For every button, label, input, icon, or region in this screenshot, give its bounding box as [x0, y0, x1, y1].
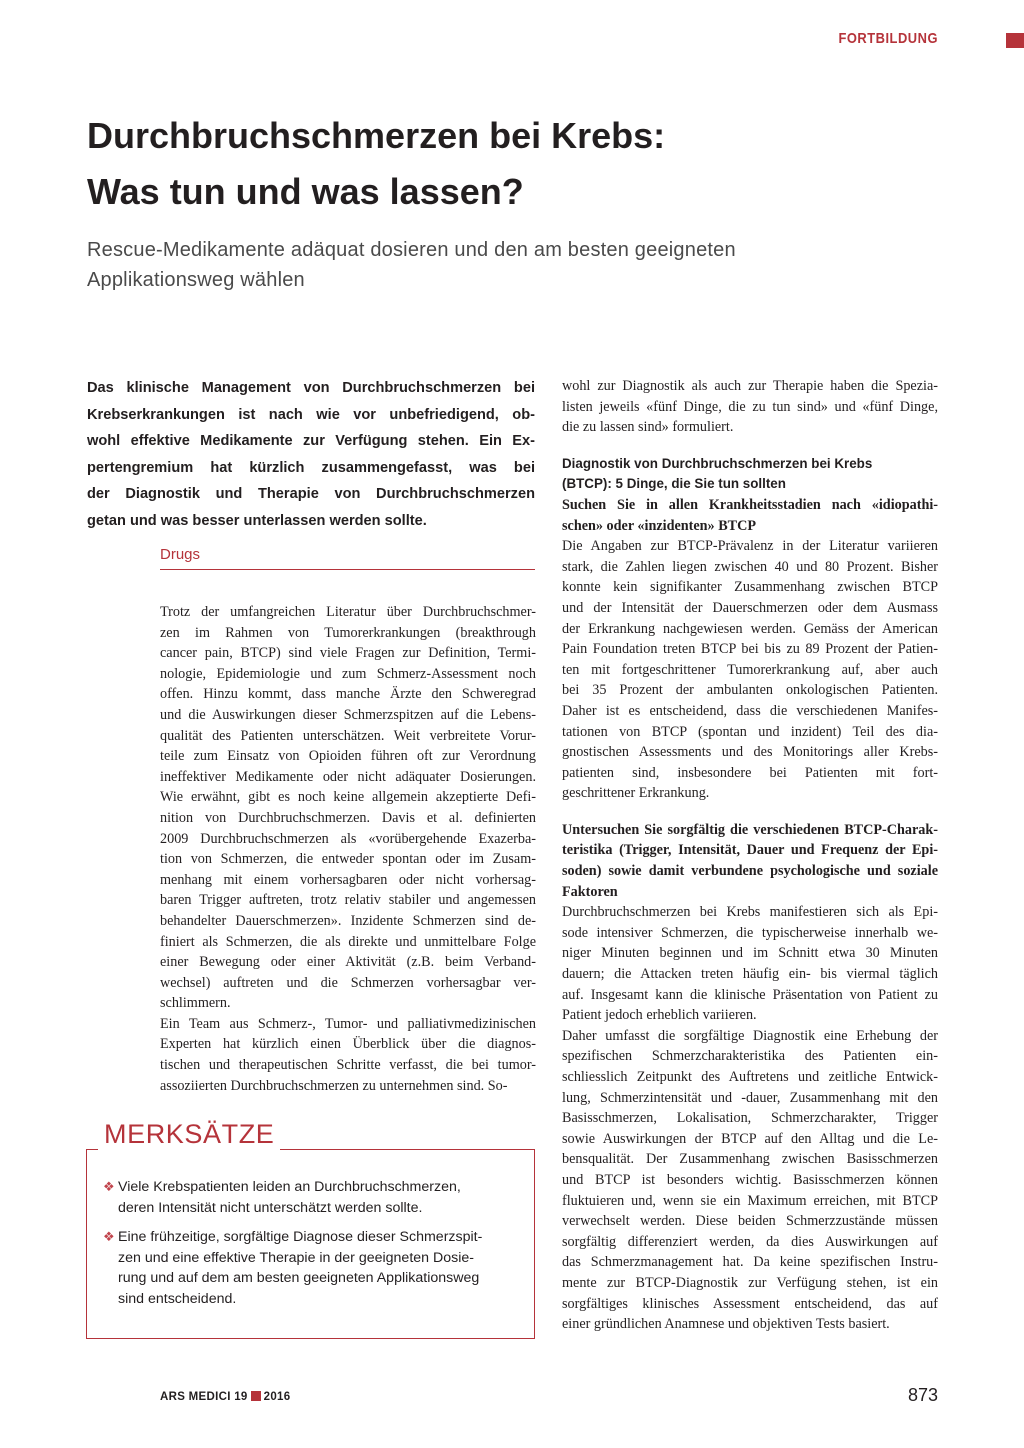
text-line: teristika (Trigger, Intensität, Dauer und Frequenz der Epi-: [562, 842, 938, 859]
text-line: einer Bewegung oder einer Aktivität (z.B. beim Verband-: [160, 954, 536, 971]
text-line: Wie erwähnt, gibt es noch keine allgemein akzeptierte Defi-: [160, 789, 536, 806]
merksatz-line: zen und eine effektive Therapie in der geeigneten Dosie-: [118, 1249, 474, 1266]
text-line: verwechselt werden. Diese beiden Schmerzzustände müssen: [562, 1213, 938, 1230]
text-line: getan und was besser unterlassen werden sollte.: [87, 512, 427, 529]
text-line: niger Minuten beginnen und im Schnitt etwa 30 Minuten: [562, 945, 938, 962]
text-line: Untersuchen Sie sorgfältig die verschiedenen BTCP-Charak-: [562, 821, 938, 838]
text-line: und BTCP ist besonders wichtig. Basisschmerzen können: [562, 1171, 938, 1188]
text-line: zen im Rahmen von Tumorerkrankungen (breakthrough: [160, 624, 536, 641]
text-line: Pain Foundation treten BTCP bei bis zu 89 Prozent der Patien-: [562, 641, 938, 658]
section-heading-drugs: Drugs: [160, 546, 535, 570]
lead-paragraph: [87, 375, 535, 535]
subtitle-line: Applikationsweg wählen: [87, 269, 305, 291]
text-line: menhang mit einem vorhersagbaren oder nicht vorhersag-: [160, 871, 536, 888]
text-line: spezifischen Schmerzcharakteristika des Patienten ein-: [562, 1048, 938, 1065]
text-line: bei 35 Prozent der ambulanten onkologischen Patienten.: [562, 682, 938, 699]
text-line: Ein Team aus Schmerz-, Tumor- und palliativmedizinischen: [160, 1015, 536, 1032]
text-line: konnte kein signifikanter Zusammenhang zwischen BTCP: [562, 579, 938, 596]
text-line: die zu lassen sind» formuliert.: [562, 419, 734, 436]
subtitle-line: Rescue-Medikamente adäquat dosieren und den am besten geeigneten: [87, 239, 736, 261]
article-title: [87, 108, 947, 220]
text-line: Diagnostik von Durchbruchschmerzen bei Krebs: [562, 455, 873, 471]
diagnostik-heading: [562, 454, 938, 495]
journal-name: ARS MEDICI 19: [160, 1391, 248, 1403]
right-column: [562, 376, 938, 1335]
drugs-body-text: [160, 602, 536, 1096]
text-line: auf. Insgesamt kann die klinische Präsentation von Patient zu: [562, 986, 938, 1003]
text-line: lung, Schmerzintensität und -dauer, Zusammenhang mit den: [562, 1089, 938, 1106]
text-line: wohl zur Diagnostik als auch zur Therapie haben die Spezia-: [562, 378, 938, 394]
text-line: (BTCP): 5 Dinge, die Sie tun sollten: [562, 476, 786, 492]
text-line: dauern; die Attacken treten häufig ein- bis viermal täglich: [562, 966, 938, 983]
text-line: sorgfältiges klinisches Assessment entscheidend, das auf: [562, 1295, 938, 1312]
merksatz-text: [118, 1177, 523, 1218]
text-line: Daher umfasst die sorgfältige Diagnostik eine Erhebung der: [562, 1027, 938, 1044]
text-line: Daher ist es entscheidend, dass die verschiedenen Manifes-: [562, 702, 938, 719]
text-line: behandelter Dauerschmerzen». Inzidente Schmerzen sind de-: [160, 912, 536, 929]
text-line: offen. Hinzu kommt, dass manche Ärzte den Schweregrad: [160, 686, 536, 703]
text-line: sorgfältig differenziert werden, da dies Auswirkungen auf: [562, 1233, 938, 1250]
text-line: ineffektiver Medikamente oder nicht adäquater Dosierungen.: [160, 768, 536, 785]
text-line: nition von Durchbruchschmerzen. Davis et al. definierten: [160, 809, 536, 826]
merksatz-line: Viele Krebspatienten leiden an Durchbruchschmerzen,: [118, 1179, 461, 1195]
footer-journal: [160, 1391, 290, 1403]
right-intro-text: [562, 376, 938, 438]
text-line: wechsel) auftreten und die Schmerzen vorhersagbar ver-: [160, 974, 536, 991]
text-line: gnostischen Assessments und des Monitorings aller Krebs-: [562, 744, 938, 761]
title-line: Durchbruchschmerzen bei Krebs:: [87, 115, 666, 156]
text-line: fluktuieren und, wenn sie ein Maximum erreichen, mit BTCP: [562, 1192, 938, 1209]
merksatz-text: [118, 1227, 523, 1309]
text-line: ten mit fortgeschrittener Tumorerkrankung auf, aber auch: [562, 661, 938, 678]
text-line: pertengremium hat kürzlich zusammengefasst, was bei: [87, 459, 535, 476]
journal-year: 2016: [263, 1391, 291, 1403]
text-line: wohl effektive Medikamente zur Verfügung stehen. Ein Ex-: [87, 433, 535, 450]
text-line: Suchen Sie in allen Krankheitsstadien nach «idiopathi-: [562, 496, 938, 513]
merksatz-line: sind entscheidend.: [118, 1290, 237, 1307]
page-number: 873: [907, 1385, 938, 1405]
text-line: listen jeweils «fünf Dinge, die zu tun sind» und «fünf Dinge,: [562, 398, 938, 415]
paragraph-gap: [562, 438, 938, 454]
footer-marker: [251, 1391, 261, 1401]
text-line: Die Angaben zur BTCP-Prävalenz in der Literatur variieren: [562, 538, 938, 555]
text-line: das Schmerzmanagement hat. Da keine spezifischen Instru-: [562, 1254, 938, 1271]
text-line: geschrittener Erkrankung.: [562, 785, 710, 802]
text-line: der Erkrankung nachgewiesen werden. Gemäss der American: [562, 620, 938, 637]
text-line: tationen von BTCP (spontan und inzident) Teil des dia-: [562, 723, 938, 740]
text-line: Basisschmerzen, Lokalisation, Schmerzcharakter, Trigger: [562, 1110, 938, 1127]
text-line: Faktoren: [562, 883, 618, 900]
text-line: mente zur BTCP-Diagnostik zur Verfügung stehen, ist ein: [562, 1274, 938, 1291]
text-line: soden) sowie damit verbundene psychologische und soziale: [562, 863, 938, 880]
merksatz-item: [103, 1177, 523, 1218]
text-line: baren Trigger auftreten, trotz relativ stabiler und angemessen: [160, 892, 536, 909]
section-label: FORTBILDUNG: [838, 30, 938, 47]
merksatz-line: deren Intensität nicht unterschätzt werden sollte.: [118, 1199, 423, 1216]
text-line: schliesslich Zeitpunkt des Auftretens und zeitliche Entwick-: [562, 1069, 938, 1085]
text-line: Experten hat kürzlich einen Überblick über die diagnos-: [160, 1036, 536, 1053]
text-line: Trotz der umfangreichen Literatur über Durchbruchschmer-: [160, 604, 536, 620]
article-subtitle: [87, 235, 887, 295]
text-line: finiert als Schmerzen, die als direkte und unmittelbare Folge: [160, 933, 536, 950]
text-line: teile zum Einsatz von Opioiden führen oft zur Verordnung: [160, 748, 536, 765]
text-line: sode intensiver Schmerzen, die typischerweise innerhalb we-: [562, 924, 938, 941]
text-line: der Diagnostik und Therapie von Durchbruchschmerzen: [87, 486, 535, 503]
text-line: cancer pain, BTCP) sind viele Fragen zur Definition, Termi-: [160, 645, 536, 662]
subheading-2: [562, 820, 938, 902]
text-line: Krebserkrankungen ist nach wie vor unbefriedigend, ob-: [87, 406, 535, 423]
text-line: stark, die Zahlen liegen zwischen 40 und 80 Prozent. Bisher: [562, 558, 938, 575]
paragraph-gap: [562, 804, 938, 820]
title-line: Was tun und was lassen?: [87, 171, 524, 212]
text-line: tion von Schmerzen, die entweder spontan oder im Zusam-: [160, 851, 536, 868]
text-line: und die Auswirkungen dieser Schmerzspitzen auf die Lebens-: [160, 706, 536, 723]
text-line: nologie, Epidemiologie und zum Schmerz-Assessment noch: [160, 665, 536, 682]
merksaetze-title: MERKSÄTZE: [98, 1119, 280, 1150]
text-line: sowie Auswirkungen der BTCP auf den Alltag und die Le-: [562, 1130, 938, 1147]
subsection-1-body: [562, 536, 938, 804]
subsection-2-body: [562, 902, 938, 1334]
subheading-1: [562, 495, 938, 536]
text-line: qualität des Patienten unterschätzen. Weit verbreitete Vorur-: [160, 727, 536, 744]
text-line: schen» oder «inzidenten» BTCP: [562, 517, 757, 534]
text-line: und der Intensität der Dauerschmerzen oder dem Ausmass: [562, 599, 938, 616]
merksatz-line: rung und auf dem am besten geeigneten Applikationsweg: [118, 1270, 480, 1287]
section-marker: [1006, 33, 1024, 48]
text-line: einer gründlichen Anamnese und objektiven Tests basiert.: [562, 1316, 890, 1333]
diamond-bullet-icon: ❖: [103, 1179, 115, 1194]
merksatz-item: [103, 1227, 523, 1309]
text-line: schlimmern.: [160, 995, 231, 1012]
text-line: patienten sind, insbesondere bei Patienten mit fort-: [562, 764, 938, 781]
merksatz-line: Eine frühzeitige, sorgfältige Diagnose dieser Schmerzspit-: [118, 1229, 483, 1245]
text-line: tischen und therapeutischen Schritte verfasst, die bei tumor-: [160, 1057, 536, 1074]
text-line: 2009 Durchbruchschmerzen als «vorübergehende Exazerba-: [160, 830, 536, 847]
diamond-bullet-icon: ❖: [103, 1229, 115, 1244]
text-line: assoziierten Durchbruchschmerzen zu unternehmen sind. So-: [160, 1077, 508, 1094]
text-line: Das klinische Management von Durchbruchschmerzen bei: [87, 380, 535, 396]
text-line: Durchbruchschmerzen bei Krebs manifestieren sich als Epi-: [562, 904, 938, 921]
text-line: Patient jedoch erheblich variieren.: [562, 1007, 757, 1024]
text-line: bensqualität. Der Zusammenhang zwischen Basisschmerzen: [562, 1151, 938, 1168]
